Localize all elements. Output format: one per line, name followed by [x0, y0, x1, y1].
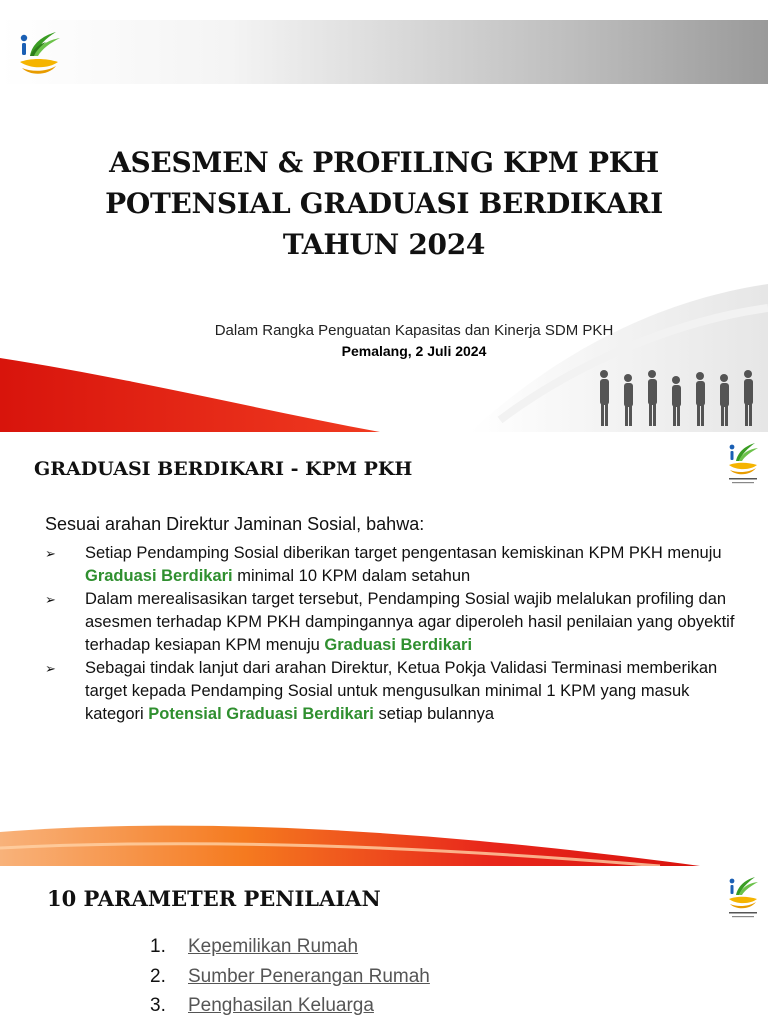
arrow-bullet-icon: ➢ [45, 592, 56, 607]
list-item [150, 932, 430, 962]
arrow-bullet-icon: ➢ [45, 546, 56, 561]
parameter-link[interactable]: Sumber Penerangan Rumah [188, 965, 430, 987]
bullet-highlight: Potensial Graduasi Berdikari [148, 705, 374, 723]
list-item [150, 962, 430, 992]
title-line-3: TAHUN 2024 [282, 228, 486, 261]
list-item [45, 657, 735, 726]
subtitle: Dalam Rangka Penguatan Kapasitas dan Kinerja SDM PKH [214, 322, 614, 339]
kemensos-logo-icon [726, 874, 760, 922]
bullet-highlight: Graduasi Berdikari [85, 567, 233, 585]
slide-heading: GRADUASI BERDIKARI - KPM PKH [34, 458, 413, 480]
bullet-text: Setiap Pendamping Sosial diberikan target pengentasan kemiskinan KPM PKH menuju [85, 544, 722, 562]
kemensos-logo-icon [726, 440, 760, 488]
title-line-1: ASESMEN & PROFILING KPM PKH [109, 146, 659, 179]
intro-text: Sesuai arahan Direktur Jaminan Sosial, bahwa: [45, 514, 425, 534]
item-number: 3. [150, 995, 166, 1016]
parameter-link[interactable]: Kepemilikan Rumah [188, 936, 359, 957]
kemensos-logo-icon [16, 28, 64, 78]
bullet-text: Sebagai tindak lanjut dari arahan Direktur, Ketua Pokja Validasi Terminasi memberikan target kepada Pendamping Sosial untuk mengusulkan minimal 1 KPM yang masuk kategori [85, 659, 718, 723]
parameter-link[interactable]: Penghasilan Keluarga [188, 995, 374, 1016]
place-date: Pemalang, 2 Juli 2024 [341, 343, 487, 359]
bullet-list [45, 542, 735, 726]
arrow-bullet-icon: ➢ [45, 661, 56, 676]
bullet-text: Dalam merealisasikan target tersebut, Pendamping Sosial wajib melalukan profiling dan asesmen terhadap KPM PKH dampingannya agar diperoleh hasil penilaian yang obyektif terhadap kesiapan KPM menuju [85, 590, 735, 654]
list-item [45, 588, 735, 657]
graduasi-slide [0, 432, 768, 866]
list-item [150, 991, 430, 1021]
item-number: 2. [150, 965, 166, 987]
title-slide [0, 0, 768, 432]
parameter-slide [0, 866, 768, 1024]
bullet-text: minimal 10 KPM dalam setahun [232, 567, 471, 585]
bullet-highlight: Graduasi Berdikari [324, 636, 473, 654]
bullet-text: setiap bulannya [373, 705, 495, 723]
header-gradient-bar [0, 20, 768, 84]
decorative-swoosh [0, 792, 768, 866]
parameter-list [150, 932, 430, 1021]
slide-heading: 10 PARAMETER PENILAIAN [47, 886, 381, 911]
list-item [45, 542, 735, 588]
title-line-2: POTENSIAL GRADUASI BERDIKARI [105, 187, 663, 220]
item-number: 1. [150, 936, 166, 957]
